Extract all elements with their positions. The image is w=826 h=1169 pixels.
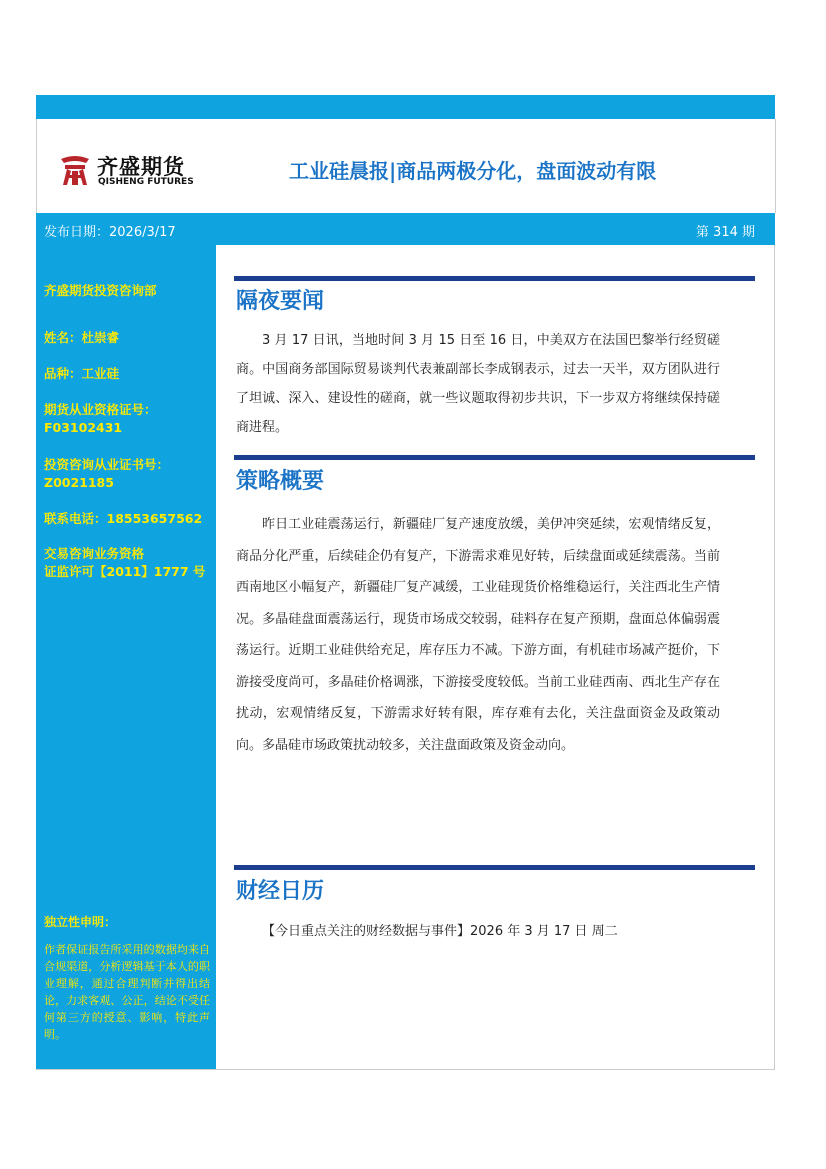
analyst-name: 姓名：杜崇睿 (44, 330, 120, 345)
futures-cert-value: F03102431 (44, 420, 123, 435)
issue-number: 第 314 期 (695, 225, 755, 240)
license-line-2: 证监许可【2011】1777 号 (44, 564, 206, 579)
section-rule-calendar (234, 865, 755, 870)
section-title-calendar: 财经日历 (236, 879, 325, 904)
author-sidebar (36, 245, 216, 1069)
declaration-text: 作者保证报告所采用的数据均来自合规渠道，分析逻辑基于本人的职业理解，通过合理判断并得出结论，力求客观、公正，结论不受任何第三方的授意、影响，特此声明。 (44, 943, 210, 1041)
company-logo (57, 151, 227, 191)
date-bar (36, 213, 775, 245)
page-bottom-rule (36, 1069, 775, 1070)
section-title-strategy: 策略概要 (236, 469, 325, 494)
report-title: 工业硅晨报|商品两极分化，盘面波动有限 (289, 159, 657, 183)
commodity-variety: 品种：工业硅 (44, 366, 120, 381)
logo-english-name: QISHENG FUTURES (98, 177, 194, 187)
contact-phone: 联系电话：18553657562 (44, 511, 203, 526)
section-rule-news (234, 276, 755, 281)
publish-date: 发布日期：2026/3/17 (44, 225, 176, 240)
strategy-paragraph: 昨日工业硅震荡运行，新疆硅厂复产速度放缓，美伊冲突延续，宏观情绪反复，商品分化严重，后续硅企仍有复产，下游需求难见好转，后续盘面或延续震荡。当前西南地区小幅复产，新疆硅厂复产减缓，工业硅现货价格维稳运行，关注西北生产情况。多晶硅盘面震荡运行，现货市场成交较弱，硅料存在复产预期，盘面总体偏弱震荡运行。近期工业硅供给充足，库存压力不减。下游方面，有机硅市场减产挺价，下游接受度尚可，多晶硅价格调涨，下游接受度较低。当前工业硅西南、西北生产存在扰动，宏观情绪反复，下游需求好转有限，库存难有去化，关注盘面资金及政策动向。多晶硅市场政策扰动较多，关注盘面政策及资金动向。 (236, 517, 720, 753)
department-name: 齐盛期货投资咨询部 (44, 283, 157, 298)
advisory-cert-value: Z0021185 (44, 475, 114, 490)
declaration-title: 独立性申明： (44, 915, 117, 929)
section-rule-strategy (234, 455, 755, 460)
qisheng-logo-icon (57, 151, 93, 189)
advisory-cert-label: 投资咨询从业证书号： (44, 457, 170, 472)
report-header (36, 119, 776, 213)
futures-cert-label: 期货从业资格证号： (44, 402, 157, 417)
news-paragraph: 3 月 17 日讯，当地时间 3 月 15 日至 16 日，中美双方在法国巴黎举行经贸磋商。中国商务部国际贸易谈判代表兼副部长李成钢表示，过去一天半，双方团队进行了坦诚、深入、建设性的磋商，就一些议题取得初步共识，下一步双方将继续保持磋商进程。 (236, 333, 720, 435)
logo-chinese-name: 齐盛期货 (97, 155, 185, 179)
license-line-1: 交易咨询业务资格 (44, 546, 145, 561)
top-banner-bar (36, 95, 775, 119)
calendar-headline: 【今日重点关注的财经数据与事件】2026 年 3 月 17 日 周二 (262, 924, 618, 939)
section-title-news: 隔夜要闻 (236, 289, 325, 314)
